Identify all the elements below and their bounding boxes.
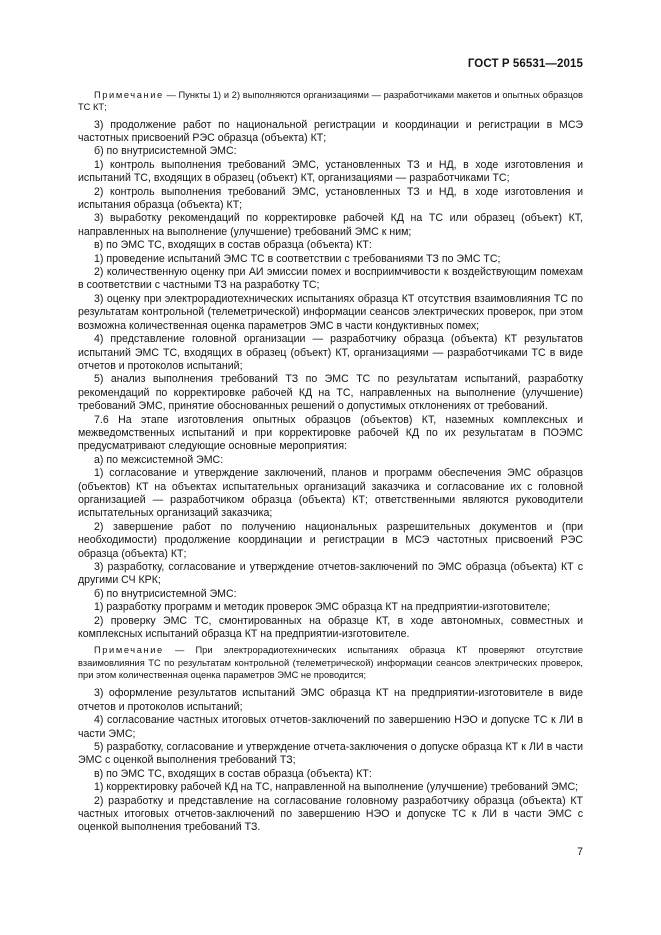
paragraph: 2) контроль выполнения требований ЭМС, установленных ТЗ и НД, в ходе изготовления и испытания образца (объекта) КТ; — [78, 185, 583, 212]
paragraph: 3) оформление результатов испытаний ЭМС образца КТ на предприятии-изготовителе в виде отчетов и протоколов испытаний; — [78, 687, 583, 713]
paragraph: 3) оценку при электрорадиотехнических испытаниях образца КТ отсутствия взаимовлияния ТС по результатам контрольной (телеметрической) информации сеансов электрических проверок, при этом возможна количественная оценка параметров ЭМС в части кондуктивных помех; — [78, 292, 583, 332]
paragraph: 4) представление головной организации — разработчику образца (объекта) КТ результатов испытаний ЭМС ТС, входящих в образец (объект) КТ, организациями — разработчиками ТС в виде отчетов и протоколов испытаний; — [78, 333, 583, 372]
note-text: — При электрорадиотехнических испытаниях образца КТ проверяют отсутствие взаимовлияния ТС по результатам контрольной (телеметрической) информации сеансов электрических проверок, при этом количественная оценка параметров ЭМС не проводится; — [78, 645, 583, 681]
note-paragraph — [78, 89, 583, 114]
paragraph: 7.6 На этапе изготовления опытных образцов (объектов) КТ, наземных комплексных и межведомственных испытаний и при корректировке рабочей КД по их результатам в ПОЭМС предусматривают следующие основные мероприятия: — [78, 413, 583, 453]
paragraph: б) по внутрисистемной ЭМС: — [94, 145, 237, 158]
paragraph: 3) продолжение работ по национальной регистрации и координации и регистрации в МСЭ частотных присвоений РЭС образца (объекта) КТ; — [78, 118, 583, 144]
paragraph: 1) проведение испытаний ЭМС ТС в соответствии с требованиями ТЗ по ЭМС ТС; — [94, 252, 501, 265]
standard-header: ГОСТ Р 56531—2015 — [467, 58, 583, 70]
paragraph: 2) завершение работ по получению национальных разрешительных документов и (при необходимости) продолжение координации и регистрации в МСЭ частотных присвоений РЭС образца (объекта) КТ; — [78, 520, 583, 560]
paragraph: а) по межсистемной ЭМС: — [94, 453, 224, 466]
paragraph: 3) выработку рекомендаций по корректировке рабочей КД на ТС или образец (объект) КТ, направленных на выполнение (улучшение) требований ЭМС к ним; — [78, 212, 583, 238]
paragraph: в) по ЭМС ТС, входящих в состав образца (объекта) КТ: — [94, 767, 372, 780]
paragraph: 2) разработку и представление на согласование головному разработчику образца (объекта) КТ частных итоговых отчетов-заключений по завершению НЭО и допуске ТС к ЛИ в части ЭМС с оценкой выполнения требований ТЗ. — [78, 794, 583, 834]
paragraph: 1) корректировку рабочей КД на ТС, направленной на выполнение (улучшение) требований ЭМС; — [94, 781, 579, 794]
paragraph: 1) разработку программ и методик проверок ЭМС образца КТ на предприятии-изготовителе; — [94, 601, 551, 614]
document-body — [78, 89, 583, 835]
paragraph: в) по ЭМС ТС, входящих в состав образца (объекта) КТ: — [94, 239, 372, 252]
paragraph: 5) анализ выполнения требований ТЗ по ЭМС ТС по результатам испытаний, разработку рекомендаций по корректировке рабочей КД на ТС, направленных на выполнение (улучшение) требований ЭМС, принятие обоснованных решений о допустимых отклонениях от требований. — [78, 373, 583, 413]
note-text: — Пункты 1) и 2) выполняются организациями — разработчиками макетов и опытных образцов ТС КТ; — [78, 90, 583, 113]
note-label: Примечание — [94, 90, 164, 100]
paragraph: 2) проверку ЭМС ТС, смонтированных на образце КТ, в ходе автономных, совместных и комплексных испытаний образца КТ на предприятии-изготовителе. — [78, 614, 583, 641]
paragraph: 5) разработку, согласование и утверждение отчета-заключения о допуске образца КТ к ЛИ в части ЭМС с оценкой выполнения требований ТЗ; — [78, 740, 583, 767]
paragraph: 4) согласование частных итоговых отчетов-заключений по завершению НЭО и допуске ТС к ЛИ в части ЭМС; — [78, 714, 583, 740]
paragraph: 1) согласование и утверждение заключений, планов и программ обеспечения ЭМС образцов (объектов) КТ на объектах испытательных организаций заказчика и согласование их с головной организацией — разработчиком образца (объекта) КТ; ответственными являются руководители испытательных организаций заказчика; — [78, 467, 583, 520]
paragraph: б) по внутрисистемной ЭМС: — [94, 587, 237, 600]
paragraph: 2) количественную оценку при АИ эмиссии помех и восприимчивости к воздействующим помехам в соответствии с частными ТЗ на разработку ТС; — [78, 266, 583, 292]
paragraph: 1) контроль выполнения требований ЭМС, установленных ТЗ и НД, в ходе изготовления и испытаний ТС, входящих в образец (объект) КТ, организациями — разработчиками ТС; — [78, 158, 583, 185]
page-number: 7 — [577, 846, 583, 858]
note-paragraph — [78, 644, 583, 681]
paragraph: 3) разработку, согласование и утверждение отчетов-заключений по ЭМС образца (объекта) КТ с другими СЧ КРК; — [78, 561, 583, 587]
note-label: Примечание — [94, 645, 164, 656]
